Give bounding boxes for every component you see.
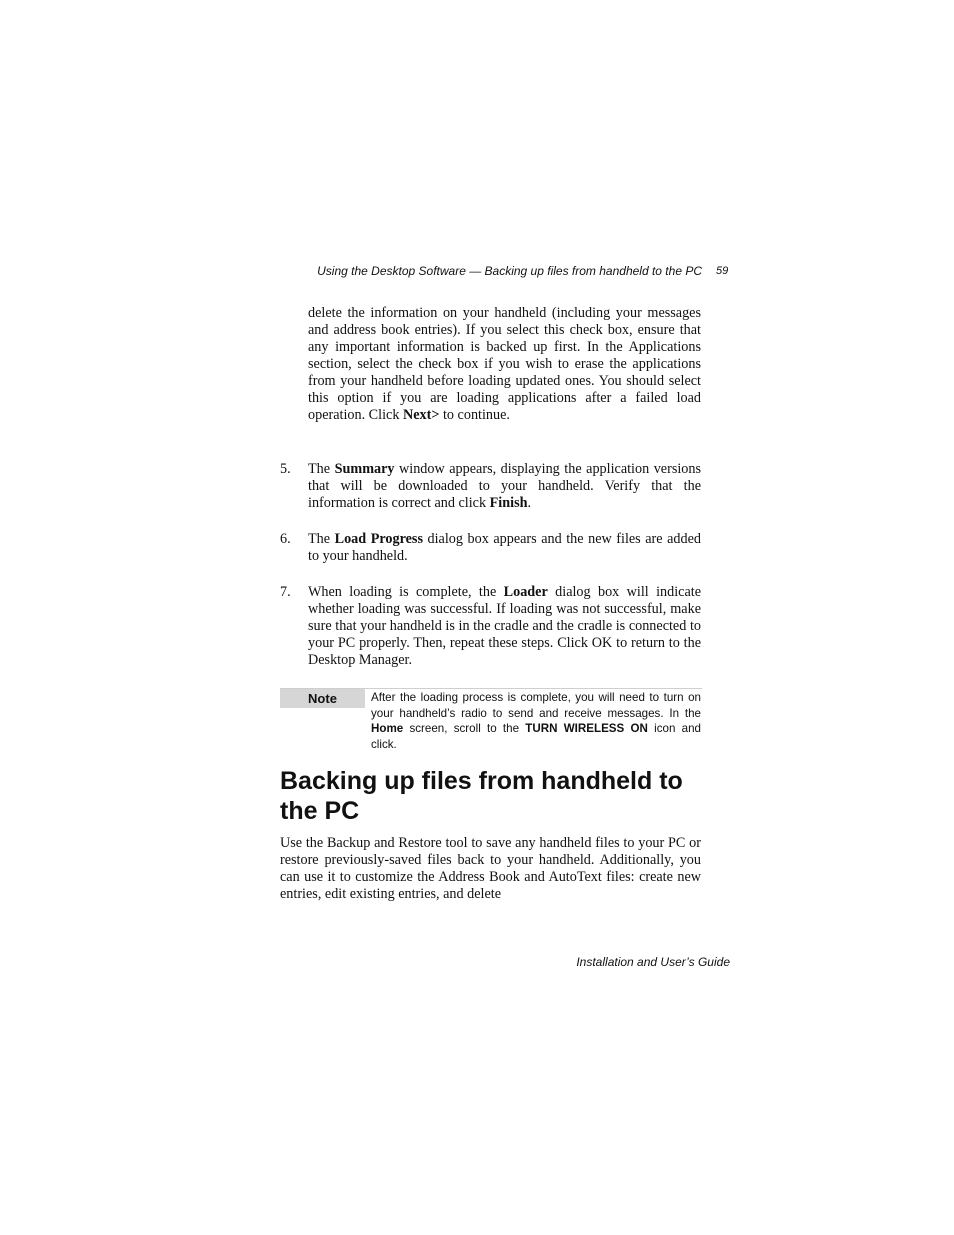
note-text-segment: After the loading process is complete, you will need to turn on your handheld’s radio to send and receive messages. In the — [371, 691, 701, 720]
load-progress-reference: Load Progress — [334, 531, 423, 547]
step-text-segment: The — [308, 461, 335, 477]
step-text-segment: window appears, displaying the application versions that will be downloaded to your handheld. Verify that the information is correct and click — [308, 461, 701, 511]
step-text — [308, 584, 701, 669]
step-number: 5. — [280, 461, 291, 477]
step-number: 6. — [280, 531, 291, 547]
step-number: 7. — [280, 584, 291, 600]
running-footer: Installation and User’s Guide — [576, 955, 730, 969]
step-text-segment: dialog box appears and the new files are added to your handheld. — [308, 531, 701, 564]
section-heading: Backing up files from handheld to the PC — [280, 767, 683, 825]
finish-button-reference: Finish — [489, 495, 528, 511]
step-text-segment: When loading is complete, the — [308, 584, 504, 600]
step-text — [308, 531, 701, 565]
step-text-segment: dialog box will indicate whether loading was successful. If loading was not successful, make sure that your handheld is in the cradle and the cradle is connected to your PC properly. Then, repeat these steps. Click OK to return to the Desktop Manager. — [308, 584, 701, 668]
step-text-segment: . — [527, 495, 532, 511]
step-text-segment: The — [308, 531, 335, 547]
running-header: Using the Desktop Software — Backing up files from handheld to the PC — [317, 264, 702, 278]
turn-wireless-on-reference: TURN WIRELESS ON — [525, 722, 648, 736]
note-text-segment: screen, scroll to the — [403, 722, 526, 736]
section-intro-paragraph: Use the Backup and Restore tool to save any handheld files to your PC or restore previously-saved files back to your handheld. Additionally, you can use it to customize the Address Book and AutoText files: create new entries, edit existing entries, and delete — [280, 835, 701, 902]
page-number: 59 — [716, 265, 729, 277]
note-text-segment: icon and click. — [371, 722, 701, 752]
step-text — [308, 461, 701, 512]
note-text — [371, 690, 701, 753]
summary-window-reference: Summary — [334, 461, 395, 477]
continuation-text-2: to continue. — [439, 407, 510, 423]
continuation-text-1: delete the information on your handheld (including your messages and address book entries). If you select this check box, ensure that any important information is backed up first. In the Applications section, select the check box if you wish to erase the applications from your handheld before loading updated ones. You should select this option if you are loading applications after a failed load operation. Click — [308, 305, 701, 423]
continuation-paragraph — [308, 305, 701, 424]
home-screen-reference: Home — [371, 722, 404, 736]
next-button-reference: Next> — [402, 407, 440, 423]
loader-dialog-reference: Loader — [503, 584, 548, 600]
note-label: Note — [280, 689, 365, 708]
